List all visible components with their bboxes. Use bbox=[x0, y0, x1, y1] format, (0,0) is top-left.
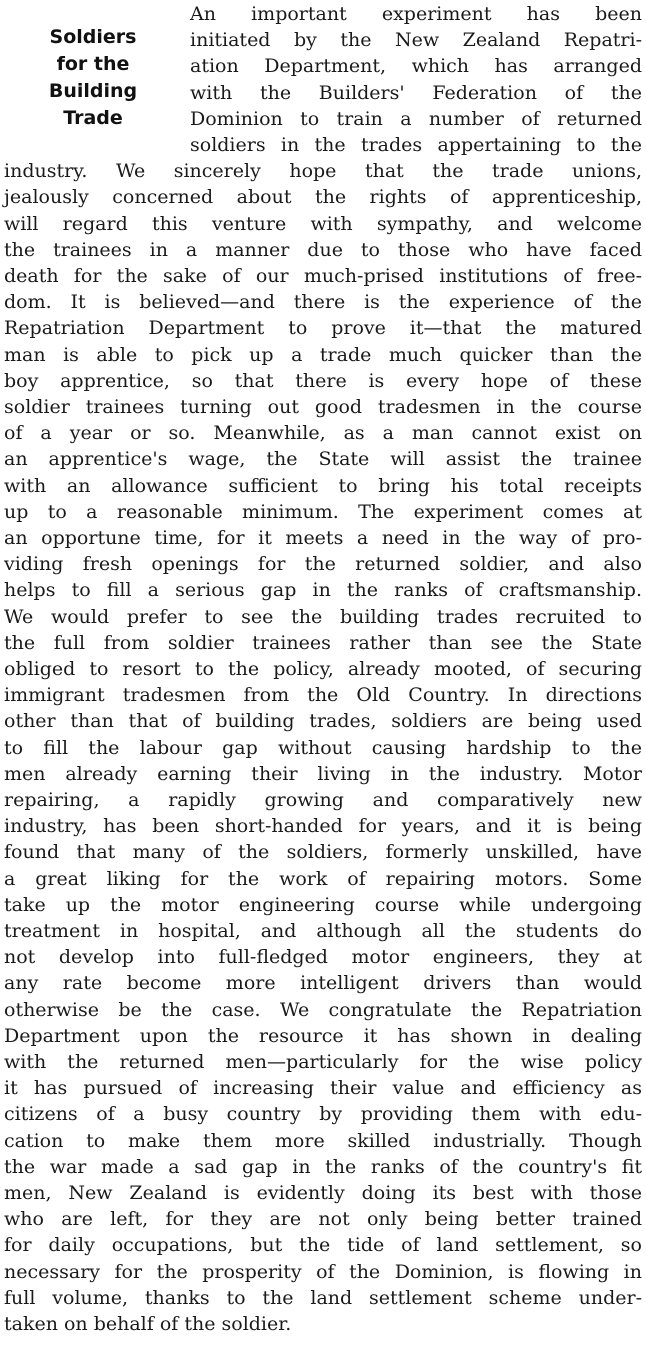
text-line: the full from soldier trainees rather than see the State bbox=[4, 631, 642, 654]
text-line: treatment in hospital, and although all the students do bbox=[4, 920, 642, 942]
heading-line: for the bbox=[56, 53, 130, 75]
text-line: up to a reasonable minimum. The experiment comes at bbox=[4, 500, 642, 523]
text-line: repairing, a rapidly growing and comparatively new bbox=[4, 789, 642, 811]
text-line: otherwise be the case. We congratulate the Repatriation bbox=[4, 998, 642, 1021]
text-line: any rate become more intelligent drivers than would bbox=[4, 972, 642, 995]
text-line: the trainees in a manner due to those who have faced bbox=[4, 238, 642, 261]
text-line: for daily occupations, but the tide of land settlement, so bbox=[4, 1234, 642, 1257]
text-line: dom. It is believed—and there is the experience of the bbox=[4, 291, 642, 314]
text-line: soldiers in the trades appertaining to the bbox=[190, 134, 642, 156]
text-line: man is able to pick up a trade much quicker than the bbox=[4, 343, 642, 366]
text-line: initiated by the New Zealand Repatri- bbox=[190, 29, 642, 52]
text-line: full volume, thanks to the land settlement scheme under- bbox=[4, 1286, 642, 1309]
text-line: men already earning their living in the industry. Motor bbox=[4, 762, 642, 785]
text-line: jealously concerned about the rights of apprenticeship, bbox=[4, 186, 642, 209]
text-line: soldier trainees turning out good tradesmen in the course bbox=[4, 396, 642, 418]
text-line: with the Builders' Federation of the bbox=[190, 81, 642, 104]
heading-line: Trade bbox=[63, 107, 123, 129]
text-line: other than that of building trades, soldiers are being used bbox=[4, 710, 642, 733]
text-line: an apprentice's wage, the State will assist the trainee bbox=[4, 448, 642, 471]
text-line: helps to fill a serious gap in the ranks of craftsmanship. bbox=[4, 579, 642, 602]
text-line: take up the motor engineering course while undergoing bbox=[4, 893, 642, 916]
text-line: of a year or so. Meanwhile, as a man cannot exist on bbox=[4, 422, 642, 445]
text-line: industry. We sincerely hope that the trade unions, bbox=[4, 160, 642, 183]
text-line: it has pursued of increasing their value and efficiency as bbox=[4, 1077, 642, 1100]
text-line: We would prefer to see the building trades recruited to bbox=[4, 605, 642, 628]
text-line: an opportune time, for it meets a need in the way of pro- bbox=[4, 527, 642, 549]
article-heading bbox=[8, 24, 178, 132]
text-line: An important experiment has been bbox=[190, 3, 642, 25]
text-line: necessary for the prosperity of the Dominion, is flowing in bbox=[4, 1260, 642, 1283]
text-line: with the returned men—particularly for the wise policy bbox=[4, 1051, 642, 1073]
text-line: will regard this venture with sympathy, and welcome bbox=[4, 212, 642, 235]
text-line: Department upon the resource it has shown in dealing bbox=[4, 1024, 642, 1047]
text-line: cation to make them more skilled industrially. Though bbox=[4, 1129, 642, 1152]
text-line: industry, has been short-handed for years, and it is being bbox=[4, 815, 642, 838]
heading-line: Building bbox=[48, 80, 138, 102]
text-line: with an allowance sufficient to bring his total receipts bbox=[4, 474, 642, 497]
text-line: Repatriation Department to prove it—that the matured bbox=[4, 317, 642, 340]
text-line: boy apprentice, so that there is every hope of these bbox=[4, 369, 642, 392]
text-line: obliged to resort to the policy, already mooted, of securing bbox=[4, 658, 642, 680]
text-line: to fill the labour gap without causing hardship to the bbox=[4, 736, 642, 759]
text-line: Dominion to train a number of returned bbox=[190, 107, 642, 130]
text-line: not develop into full-fledged motor engineers, they at bbox=[4, 946, 642, 969]
text-line: death for the sake of our much-prised institutions of free- bbox=[4, 265, 642, 287]
text-line: men, New Zealand is evidently doing its best with those bbox=[4, 1182, 642, 1204]
text-line: a great liking for the work of repairing motors. Some bbox=[4, 867, 642, 890]
text-line: found that many of the soldiers, formerly unskilled, have bbox=[4, 841, 642, 864]
text-line: viding fresh openings for the returned soldier, and also bbox=[4, 553, 642, 576]
heading-line: Soldiers bbox=[49, 26, 137, 48]
text-line: citizens of a busy country by providing them with edu- bbox=[4, 1103, 642, 1126]
text-line: ation Department, which has arranged bbox=[190, 55, 642, 78]
text-line: taken on behalf of the soldier. bbox=[4, 1313, 292, 1335]
text-line: immigrant tradesmen from the Old Country. In directions bbox=[4, 684, 642, 707]
text-line: who are left, for they are not only being better trained bbox=[4, 1208, 642, 1231]
text-line: the war made a sad gap in the ranks of the country's fit bbox=[4, 1155, 642, 1178]
